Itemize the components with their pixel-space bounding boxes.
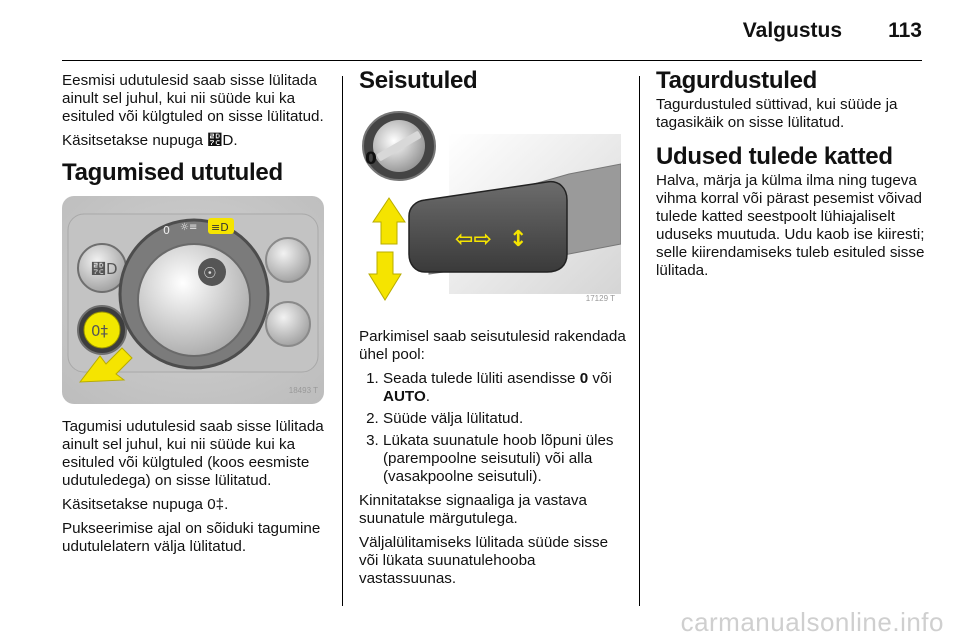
- svg-text:⇦⇨: ⇦⇨: [455, 227, 492, 252]
- page-number: 113: [888, 19, 922, 42]
- parking-lights-steps: [359, 370, 629, 486]
- confirmation-text: Kinnitatakse signaaliga ja vastava suunatule märgutulega.: [359, 492, 587, 527]
- figure-code: 18493 T: [288, 386, 318, 395]
- towing-text: Pukseerimise ajal on sõiduki tagumine udutulelatern välja lülitatud.: [62, 520, 321, 555]
- column-1: [62, 72, 332, 562]
- watermark: carmanualsonline.info: [680, 607, 944, 637]
- reversing-lights-text: Tagurdustuled süttivad, kui süüde ja tagasikäik on sisse lülitatud.: [656, 96, 898, 131]
- svg-text:☼≡: ☼≡: [180, 222, 198, 233]
- parking-lights-heading: Seisutuled: [359, 67, 478, 94]
- parking-lights-intro: Parkimisel saab seisutulesid rakendada ühel pool:: [359, 328, 626, 363]
- reversing-lights-heading: Tagurdustuled: [656, 67, 817, 94]
- step-1: 1. Seada tulede lüliti asendisse 0 või AUTO.: [383, 370, 629, 406]
- light-switch-illustration: [62, 196, 324, 404]
- dimmer-wheel-lower: [266, 302, 310, 346]
- turn-signal-figure: [359, 104, 621, 312]
- figure-code: 17129 T: [585, 294, 615, 303]
- turn-signal-illustration: [359, 104, 621, 312]
- rear-fog-button-text: Käsitsetakse nupuga 0‡.: [62, 496, 229, 513]
- column-divider-1: [342, 76, 343, 606]
- column-3: [656, 67, 928, 286]
- svg-text:↕: ↕: [509, 227, 528, 252]
- column-divider-2: [639, 76, 640, 606]
- dimmer-wheel-upper: [266, 238, 310, 282]
- rotary-knob: [138, 244, 250, 356]
- svg-text:≡D: ≡D: [211, 221, 229, 234]
- column-2: [359, 67, 629, 594]
- header-rule: [62, 60, 922, 61]
- fogged-covers-heading: Udused tulede katted: [656, 143, 893, 170]
- svg-text:0‡: 0‡: [91, 322, 109, 340]
- ignition-position-zero: 0: [365, 149, 377, 169]
- front-fog-text: Eesmisi udutulesid saab sisse lülitada ainult sel juhul, kui nii süüde kui ka esituled või külgtuled on sisse lülitatud.: [62, 72, 324, 125]
- fogged-covers-text: Halva, märja ja külma ilma ning tugeva vihma korral või pärast pesemist võivad tulede katted seestpoolt lühiajaliselt uduseks muutuda. Udu kaob ise kiiresti; selle kiirendamiseks tuleb esituled sisse lülitada.: [656, 172, 925, 279]
- light-switch-figure: [62, 196, 324, 404]
- switch-off-text: Väljalülitamiseks lülitada süüde sisse või lükata suunatulehooba vastassuunas.: [359, 534, 609, 587]
- svg-text:☉: ☉: [203, 264, 217, 282]
- step-2: 2. Süüde välja lülitatud.: [383, 410, 629, 428]
- step-3: 3. Lükata suunatule hoob lõpuni üles (parempoolne seisutuli) või alla (vasakpoolne seisutuli).: [383, 432, 629, 486]
- svg-text:⵼D: ⵼D: [91, 260, 118, 278]
- rear-fog-heading: Tagumised ututuled: [62, 159, 283, 186]
- section-title: Valgustus: [742, 19, 842, 42]
- rear-fog-text: Tagumisi udutulesid saab sisse lülitada ainult sel juhul, kui nii süüde kui ka esituled või külgtuled (koos eesmiste udutuledega) on sisse lülitatud.: [62, 418, 324, 489]
- page-header: [0, 0, 960, 62]
- front-fog-button-text: Käsitsetakse nupuga ⵼D.: [62, 132, 238, 149]
- svg-text:0: 0: [163, 224, 170, 237]
